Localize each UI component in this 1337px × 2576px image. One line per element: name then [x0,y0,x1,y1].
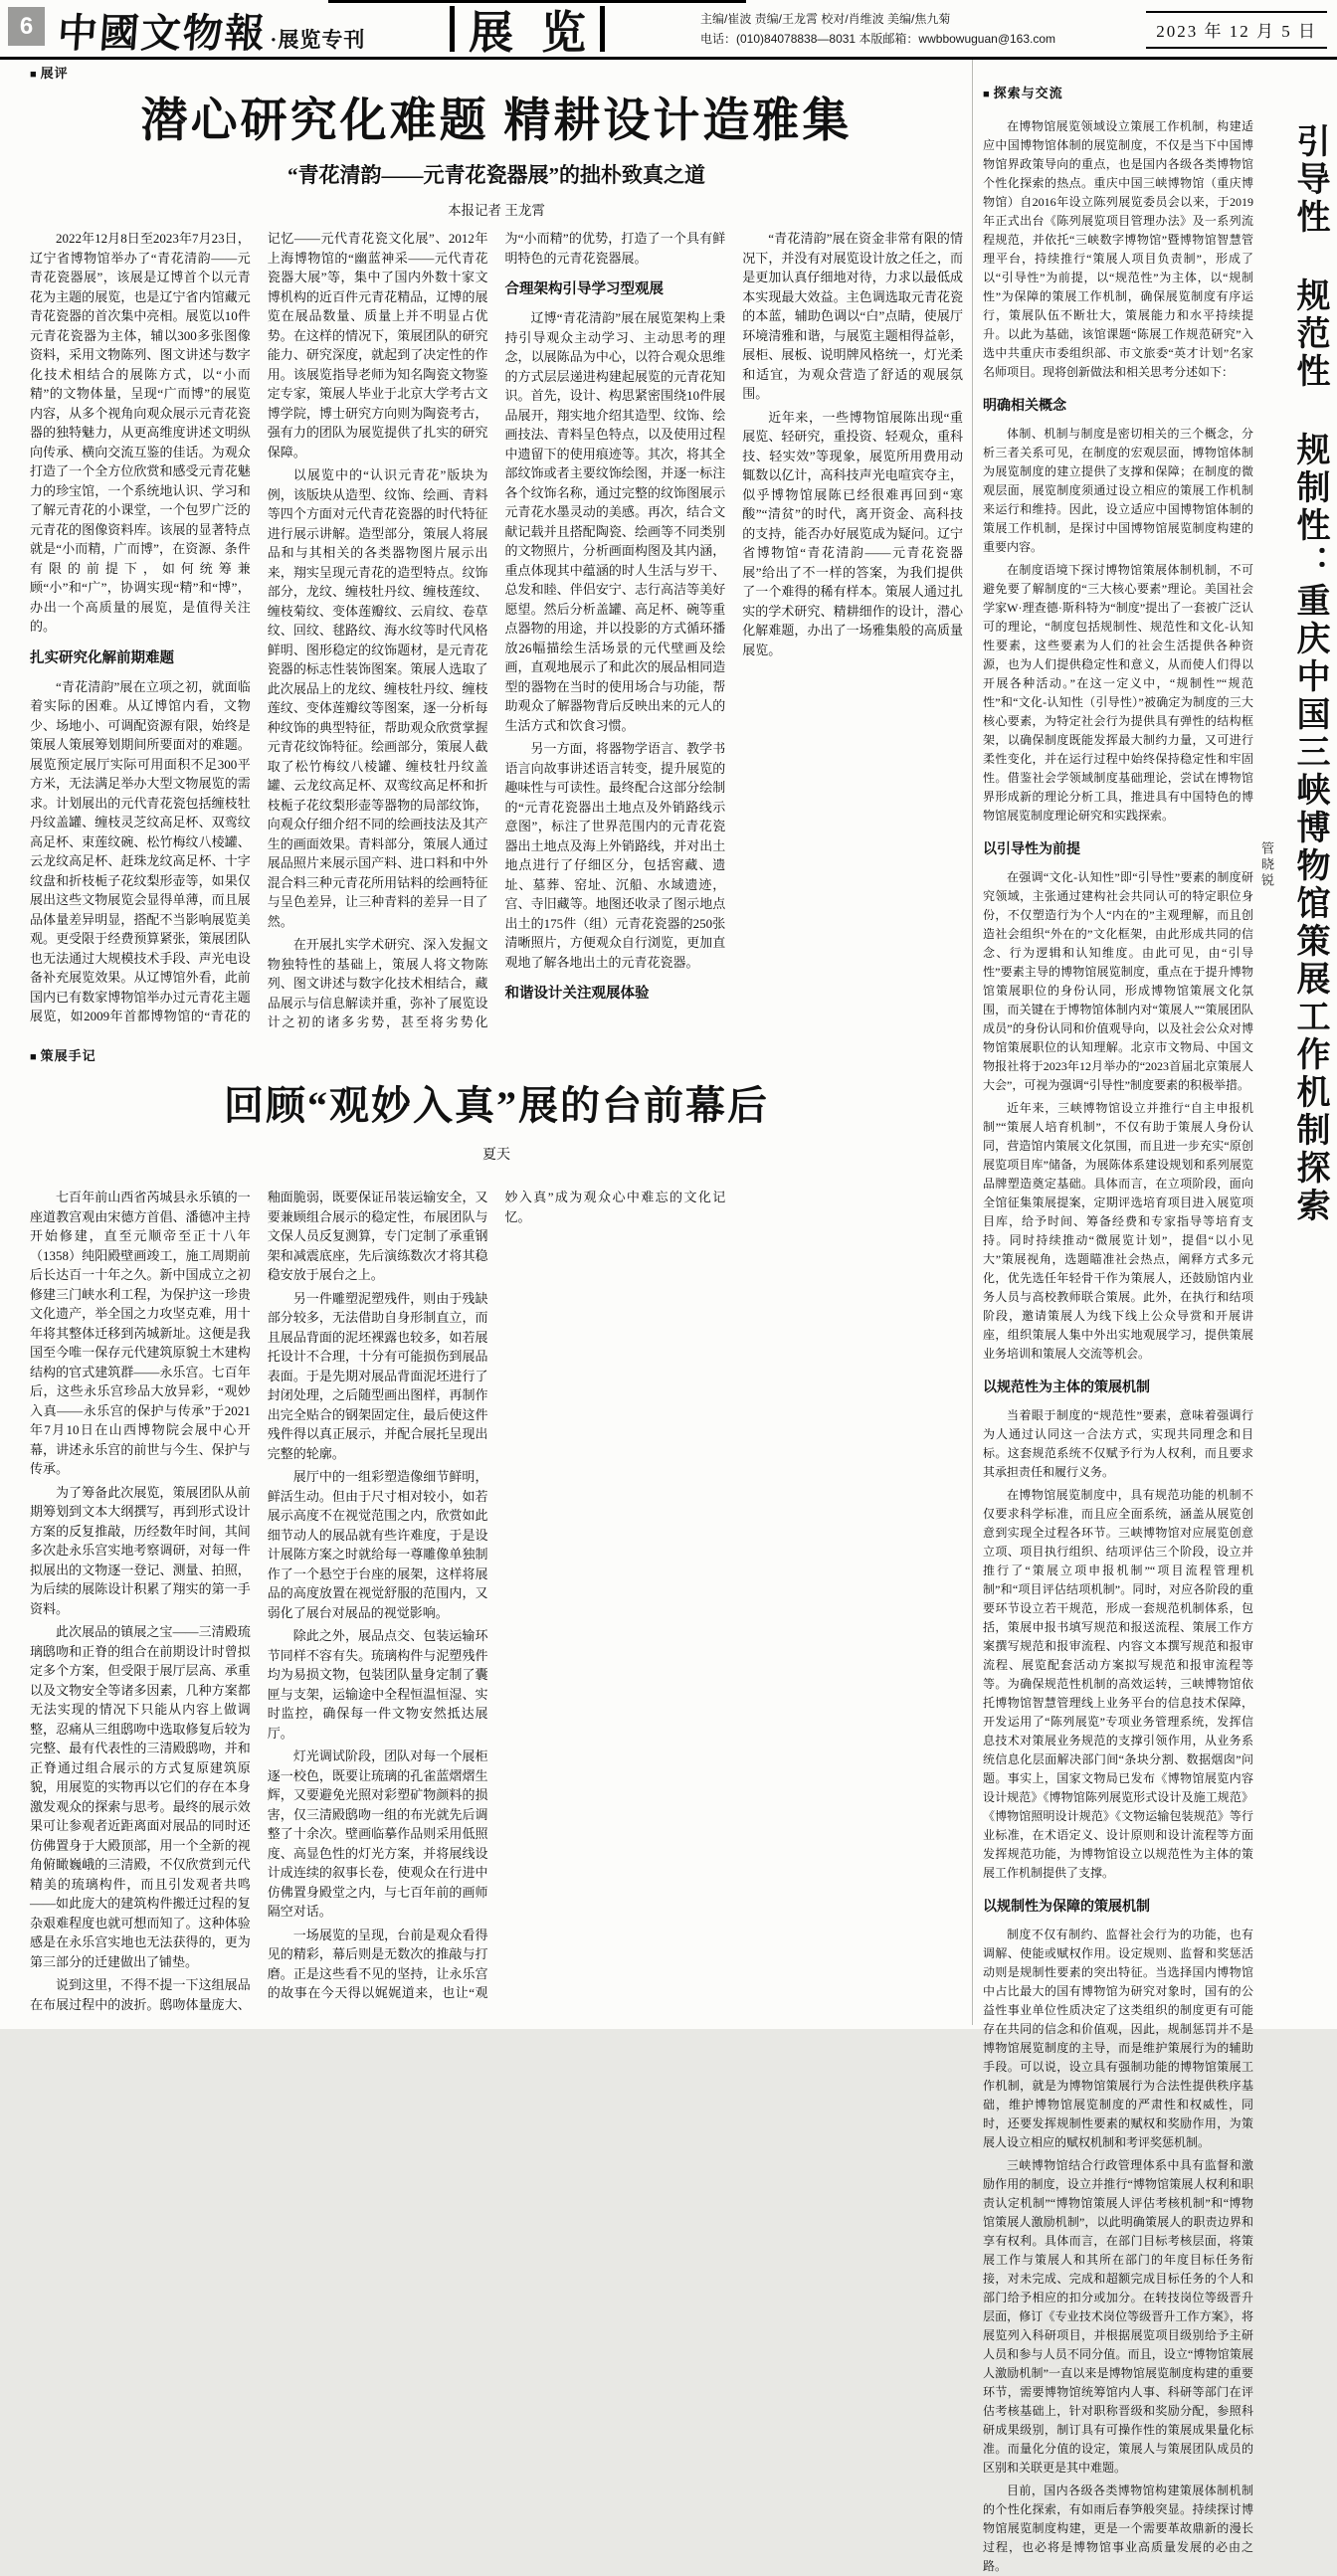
body-paragraph: 在开展扎实学术研究、深入发掘文物独特性的基础上，策展人将文物陈列、图文讲述与数字化技术相结合，藏品展示与信息解读并重，弥补了展览设计之初的诸多劣势，甚至将劣势化为“小而精”的优势，打造了一个具有鲜明特色的元青花瓷器展。 [267,231,726,1029]
body-paragraph: 三峡博物馆结合行政管理体系中具有监督和激励作用的制度，设立并推行“博物馆策展人权利和职责认定机制”“博物馆策展人评估考核机制”和“博物馆策展人激励机制”，以此明确策展人的职责边界和享有权利。具体而言，在部门目标考核层面，将策展工作与策展人和其所在部门的年度目标任务衔接，对未完成、完成和超额完成目标任务的个人和部门给予相应的扣分或加分。在转技岗位等级晋升层面，修订《专业技术岗位等级晋升工作方案》，将展览列入科研项目，并根据展览项目级别给予主研人员和参与人员不同分值。而且，设立“博物馆策展人激励机制”一直以来是博物馆展览制度构建的重要环节，需要博物馆统筹馆内人事、科研等部门在评估考核基础上，针对职称晋级和奖励分配，参照科研成果级别，制订具有可操作性的策展成果量化标准。而量化分值的设定，策展人与策展团队成员的区别和关联更是其中难题。 [983,2158,1253,2475]
body-subhead: 明确相关概念 [983,397,1066,413]
section-label-cezhanshouji [30,1048,96,1065]
body-paragraph: “青花清韵”展在立项之初，就面临着实际的困难。从辽博馆内看，文物少、场地小、可调配资源有限，始终是策展人策展筹划期间所要面对的难题。展览预定展厅实际可用面积不足300平方米，无法满足举办大型文物展览的需求。计划展出的元代青花瓷包括缠枝牡丹纹盖罐、缠枝灵芝纹高足杯、双鸾纹高足杯、束莲纹碗、松竹梅纹八棱罐、云龙纹高足杯、赶珠龙纹高足杯、十字纹盘和折枝栀子花纹梨形壶等，如果仅展出这些文物展览会显得单薄，而且展品体量差异明显，搭配不当影响展览美观。更受限于经费预算紧张，策展团队也无法通过大规模技术手段、声光电设备补充展览效果。从辽博馆外看，此前国内已有数家博物馆举办过元青花主题展览，如2009年首都博物馆的“青花的记忆——元代青花瓷文化展”、2012年上海博物馆的“幽蓝神采——元代青花瓷器大展”等，集中了国内外数十家文博机构的近百件元青花精品，辽博的展览在展品数量、质量上并不明显占优势。在这样的情况下，策展团队的研究能力、研究深度，就起到了决定性的作用。该展览指导老师为知名陶瓷文物鉴定专家，策展人毕业于北京大学考古文博学院，博士研究方向则为陶瓷考古，强有力的团队为展览提供了扎实的研究保障。 [30,231,488,1023]
article1-body [30,229,963,1036]
section-label-text: 探索与交流 [993,86,1063,100]
body-paragraph: 目前，国内各级各类博物馆构建策展体制机制的个性化探索，有如雨后春笋般突显。持续探讨博物馆展览制度构建，更是一个需要革故鼎新的漫长过程，也必将是博物馆事业高质量发展的必由之路。 [983,2484,1253,2573]
body-subhead: 和谐设计关注观展体验 [504,986,650,1002]
section-marker-icon: ■ [30,69,38,81]
body-paragraph: 以展览中的“认识元青花”版块为例，该版块从造型、纹饰、绘画、青料等四个方面对元代青花瓷器的时代特征进行展示讲解。造型部分，策展人将展品和与其相关的各类器物图片展示出来，翔实呈现元青花的造型特点。纹饰部分，龙纹、缠枝牡丹纹、缠枝莲纹、缠枝菊纹、变体莲瓣纹、云肩纹、卷草纹、回纹、毬路纹、海水纹等时代风格鲜明、图形稳定的纹饰题材，是元青花瓷器的标志性装饰图案。策展人选取了此次展品上的龙纹、缠枝牡丹纹、缠枝莲纹、变体莲瓣纹等图案，逐一分析每种纹饰的典型特征，帮助观众欣赏掌握元青花纹饰特征。绘画部分，策展人截取了松竹梅纹八棱罐、缠枝牡丹纹盖罐、云龙纹高足杯、双鸾纹高足杯和折枝栀子花纹梨形壶等器物的局部纹饰，向观众仔细介绍不同的绘画技法及其产生的画面效果。青料部分，策展人通过展品照片来展示国产料、进口料和中外混合料三种元青花所用钴料的绘画特征与呈色差异，让三种青料的差异一目了然。 [267,467,488,929]
staff-line: 主编/崔波 责编/王龙霄 校对/肖维波 美编/焦九菊 [700,12,951,26]
column-divider-rule [972,60,973,2025]
article1-byline: 本报记者 王龙霄 [448,203,545,218]
body-paragraph: 体制、机制与制度是密切相关的三个概念，分析三者关系可见，在制度的宏观层面，博物馆体制为展览制度的建立提供了支撑和保障；在制度的微观层面，展览制度须通过设立相应的策展工作机制来运行和维持。因此，设立适应中国博物馆体制的策展工作机制，是探讨中国博物馆展览制度构建的重要内容。 [983,427,1253,554]
body-subhead: 扎实研究化解前期难题 [30,649,174,666]
body-subhead: 以引导性为前提 [983,840,1080,856]
article2-byline: 夏天 [482,1148,510,1163]
banner-char-lan: 览 [541,7,587,58]
section-label-text: 展评 [40,66,69,81]
masthead-title: 中國文物報 [56,11,269,56]
body-paragraph: 近年来，三峡博物馆设立并推行“自主申报机制”“策展人培育机制”，不仅有助于策展人身份认同，营造馆内策展文化氛围，而且进一步充实“原创展览项目库”储备，为展陈体系建设规划和系列展览品牌塑造奠定基础。具体而言，在立项阶段，面向全馆征集策展提案，定期评选培育项目进入展览项目库，给予时间、筹备经费和专家指导等培育支持。同时持续推动“微展览计划”，提倡“以小见大”策展视角，选题瞄准社会热点，阐释方式多元化，优先选任年轻骨干作为策展人，还鼓励馆内业务人员与高校教师联合策展。此外，在执行和结项阶段，邀请策展人为线下线上公众导赏和开展讲座，组织策展人集中外出实地观展学习，提供策展业务培训和策展人交流等机会。 [983,1101,1253,1361]
body-paragraph: 在制度语境下探讨博物馆策展体制机制，不可避免要了解制度的“三大核心要素”理论。美国社会学家W·理查德·斯科特为“制度”提出了一套被广泛认可的理论，“制度包括规制性、规范性和文化-认知性要素，这些要素为人们的社会生活提供各种资源，也为人们提供稳定性和意义，从而使人们得以开展各种活动。”在这一定义中，“规制性”“规范性”和“文化-认知性（引导性）”被确定为制度的三大核心要素，为特定社会行为提供具有弹性的结构框架，以确保制度既能发挥最大制约力量，又可进行柔性变化，并在运行过程中始终保持稳定性和牢固性。借鉴社会学领域制度基础理论，尝试在博物馆界形成新的理论分析工具，推进具有中国特色的博物馆展览制度理论研究和实践探索。 [983,563,1253,823]
section-marker-icon: ■ [30,1051,38,1063]
banner-right-bar [600,6,605,52]
page-header [0,0,1337,60]
body-paragraph: 此次展品的镇展之宝——三清殿琉璃鸱吻和正脊的组合在前期设计时曾拟定多个方案，但受限于展厅层高、承重以及文物安全等诸多因素，几种方案都无法实现的情况下只能从内容上做调整，忍痛从三组鸱吻中选取修复后较为完整、最有代表性的三清殿鸱吻，并和正脊通过组合展示的方式复原建筑原貌，用展览的实物再以它们的存在本身激发观众的探索与思考。最终的展示效果可让参观者近距离面对展品的同时还仿佛置身于大殿顶部，用一个全新的视角俯瞰巍峨的三清殿，不仅欣赏到元代精美的琉璃构件，而且引发观者共鸣——如此庞大的建筑构件搬迁过程的复杂艰难程度也就可想而知了。这种体验感是在永乐宫实地也无法获得的，更为第三部分的迁建做出了铺垫。 [30,1624,251,1969]
body-paragraph: 在强调“文化-认知性”即“引导性”要素的制度研究领域，主张通过建构社会共同认可的特定职位身份，不仅塑造行为个人“内在的”主观理解，而且创造社会组织“外在的”文化框架，由此形成共同的信念、行为逻辑和认知维度。由此可见，由“引导性”要素主导的博物馆展览制度，重点在于提升博物馆策展职位的身份认同，形成博物馆策展文化氛围，而关键在于博物馆体制内对“策展人”“策展团队成员”的身份认同和价值观导向，以及社会公众对博物馆策展职位的认知理解。北京市文物局、中国文物报社将于2023年12月举办的“2023首届北京策展人大会”，可视为强调“引导性”制度要素的积极举措。 [983,870,1253,1092]
body-paragraph: 说到这里，不得不提一下这组展品在布展过程中的波折。鸱吻体量庞大、釉面脆弱，既要保证吊装运输安全，又要兼顾组合展示的稳定性，布展团队与文保人员反复测算，专门定制了承重钢架和减震底座，先后演练数次才将其稳稳安放于展台之上。 [30,1190,488,2012]
page-number: 6 [8,7,45,46]
section-label-text: 策展手记 [40,1048,96,1063]
body-paragraph: 在博物馆展览制度中，具有规范功能的机制不仅要求科学标准，而且应全面系统，涵盖从展览创意到实现全过程各环节。三峡博物馆对应展览创意立项、项目执行组织、结项评估三个阶段，设立并推行了“策展立项申报机制”“项目流程管理机制”和“项目评估结项机制”。同时，对应各阶段的重要环节设立若干规范，形成一套规范机制体系，包括，策展申报书填写规范和报送流程、策展工作方案撰写规范和报审流程、内容文本撰写规范和报审流程、展览配套活动方案拟写规范和报审流程等等。为确保规范性机制的高效运转，三峡博物馆依托博物馆智慧管理线上业务平台的信息技术保障，开发运用了“陈列展览”专项业务管理系统，发挥信息技术对策展业务规范的支撑引领作用，从业务系统信息化层面解决部门间“条块分割、数据烟囱”问题。事实上，国家文物局已发布《博物馆展览内容设计规范》《博物馆陈列展览形式设计及施工规范》《博物馆照明设计规范》《文物运输包装规范》等行业标准，在术语定义、设计原则和设计流程等方面发挥规范功能，为博物馆设立以规范性为主体的策展工作机制提供了支撑。 [983,1488,1253,1880]
banner-left-bar [450,6,455,52]
section-banner [450,3,605,58]
body-paragraph: 近年来，一些博物馆展陈出现“重展览、轻研究，重投资、轻观众，重科技、轻实效”等现象，展览所用费用动辄数以亿计，高科技声光电喧宾夺主，似乎博物馆展陈已经很难再回到“寒酸”“清贫”的时代，离开资金、高科技的支持，能否办好展览成为疑问。辽宁省博物馆“青花清韵——元青花瓷器展”给出了不一样的答案，为我们提供了一个难得的稀有样本。策展人通过扎实的学术研究、精耕细作的设计，潜心化解难题，办出了一场雅集般的高质量展览。 [742,409,963,657]
article3-vertical-headline: 引导性 规范性 规制性：重庆中国三峡博物馆策展工作机制探索 [1291,123,1328,1225]
body-paragraph: 展厅中的一组彩塑造像细节鲜明，鲜活生动。但由于尺寸相对较小，如若展示高度不在视觉范围之内，欣赏如此细节动人的展品就有些许难度，于是设计展陈方案之时就给每一尊雕像单独制作了一个悬空于台座的展架，这样将展品的高度放置在视觉舒服的范围内，又弱化了展台对展品的视觉影响。 [267,1469,488,1620]
body-paragraph: “青花清韵”展在资金非常有限的情况下，并没有对展览设计放之任之，而是更加认真仔细地对待，力求以最低成本实现最大效益。主色调选取元青花瓷的本蓝，辅助色调以“白”点睛，使展厅环境清雅和谐，与展览主题相得益彰，展柜、展板、说明牌风格统一，灯光柔和适宜，为观众营造了舒适的观展氛围。 [742,231,963,401]
body-paragraph: 在博物馆展览领域设立策展工作机制，构建适应中国博物馆体制的展览制度，不仅是当下中国博物馆界政策导向的重点，也是国内各级各类博物馆个性化探索的热点。重庆中国三峡博物馆（重庆博物馆）自2016年设立陈列展览委员会以来，于2019年正式出台《陈列展览项目管理办法》及一系列流程规范，并依托“三峡数字博物馆”暨博物馆智慧管理平台，持续推行“策展人项目负责制”，形成了以“引导性”为前提，以“规范性”为主体，以“规制性”为保障的策展工作机制，确保展览制度有序运行，策展队伍不断壮大，策展能力和水平持续提升。以此为基础，该馆课题“陈展工作规范研究”入选中共重庆市委组织部、市文旅委“英才计划”名家名师项目。现将创新做法和相关思考分述如下： [983,119,1253,379]
body-paragraph: 一场展览的呈现，台前是观众看得见的精彩，幕后则是无数次的推敲与打磨。正是这些看不见的坚持，让永乐宫的故事在今天得以娓娓道来，也让“观妙入真”成为观众心中难忘的文化记忆。 [267,1190,726,2000]
body-subhead: 合理架构引导学习型观展 [504,281,664,297]
contact-line: 电话：(010)84078838—8031 本版邮箱：wwbbowuguan@163.com [700,31,1056,46]
body-paragraph: 2022年12月8日至2023年7月23日，辽宁省博物馆举办了“青花清韵——元青花瓷器展”，该展是辽博首个以元青花为主题的展览，也是辽宁省内馆藏元青花瓷器的首次集中亮相。展览以10件元青花瓷器为主体，辅以300多张图像资料，采用文物陈列、图文讲述与数字化技术相结合的展陈方式，以“小而精”的文物体量，呈现“广而博”的展览内容，从多个视角向观众展示元青花瓷器的独特魅力，从更高维度讲述文明纵向传承、横向交流互鉴的佳话。为观众打造了一个全方位欣赏和感受元青花魅力的珍宝馆，一个系统地认识、学习和了解元青花的小课堂，一个包罗广泛的元青花的图像资料库。该展的显著特点就是“小而精，广而博”，在资源、条件有限的前提下，如何统筹兼顾“小”和“广”，协调实现“精”和“博”，办出一个高质量的展览，是值得关注的。 [30,231,251,634]
body-paragraph: 灯光调试阶段，团队对每一个展柜逐一校色，既要让琉璃的孔雀蓝熠熠生辉，又要避免光照对彩塑矿物颜料的损害，仅三清殿鸱吻一组的布光就先后调整了十余次。壁画临摹作品则采用低照度、高显色性的灯光方案，并将展线设计成连续的叙事长卷，使观众在行进中仿佛置身殿堂之内，与七百年前的画师隔空对话。 [267,1748,488,1919]
body-paragraph: 辽博“青花清韵”展在展览架构上秉持引导观众主动学习、主动思考的理念，以展陈品为中心，以符合观众思维的方式层层递进构建起展览的元青花知识。首先，设计、构思紧密围绕10件展品展开，翔实地介绍其造型、纹饰、绘画技法、青料呈色特点，以及使用过程中遗留下的使用痕迹等。其次，将其全部纹饰或者主要纹饰绘图，并逐一标注各个纹饰名称，通过完整的纹饰图展示元青花水墨灵动的美感。再次，结合文献记载并且搭配陶瓷、绘画等不同类别的文物照片，分析画面构图及其内涵，重点体现其中蕴涵的时人生活与岁干、总发和睦、伴侣安宁、志行高洁等美好愿望。然后分析盖罐、高足杯、碗等重点器物的用途，并以投影的方式循环播放26幅描绘生活场景的元代壁画及绘画，直观地展示了和此次的展品相同造型的器物在当时的使用场合与功能，帮助观众了解器物背后反映出来的元人的生活方式和饮食习惯。 [504,310,726,733]
masthead-logo [56,2,368,59]
article2-headline: 回顾“观妙入真”展的台前幕后 [224,1083,769,1128]
masthead-suffix: ·展览专刊 [270,28,366,52]
issue-date: 2023 年 12 月 5 日 [1146,11,1327,49]
body-paragraph: 另一件雕塑泥塑残件，则由于残缺部分较多，无法借助自身形制直立，而且展品背面的泥坯裸露也较多，如若展托设计不合理，十分有可能损伤到展品表面。于是先期对展品背面泥坯进行了封闭处理，之后随型画出图样，再制作出完全贴合的钢架固定住，最后使这件残件得以真正展示，并配合展托呈现出完整的轮廓。 [267,1290,488,1461]
section-label-tansuoyujiaoliu [983,86,1063,102]
section-label-zhanping [30,66,69,83]
body-paragraph: 制度不仅有制约、监督社会行为的功能，也有调解、使能或赋权作用。设定规则、监督和奖惩活动则是规制性要素的突出特征。当选择国内博物馆中占比最大的国有博物馆为研究对象时，国有的公益性事业单位性质决定了这类组织的制度更有可能存在共同的信念和价值观，因此，规制惩罚并不是博物馆展览制度的主导，而是维护策展行为的辅助手段。可以说，设立具有强制功能的博物馆策展工作机制，就是为博物馆策展行为合法性提供秩序基础，维护博物馆展览制度的严肃性和权威性，同时，还要发挥规制性要素的赋权和奖励作用，为策展人设立相应的赋权机制和考评奖惩机制。 [983,1928,1253,2149]
article2-body [30,1188,963,2023]
banner-char-zhan: 展 [469,7,514,58]
article3-author: 管晓锐 [1259,841,1274,889]
article1-subtitle: “青花清韵——元青花瓷器展”的拙朴致真之道 [287,163,705,187]
article3-body [983,117,1253,2573]
body-subhead: 以规范性为主体的策展机制 [983,1379,1150,1394]
staff-box [700,10,1055,50]
body-paragraph: 当着眼于制度的“规范性”要素，意味着强调行为人通过认同这一合法方式，实现共同理念和目标。这套规范系统不仅赋予行为人权利，而且要求其承担责任和履行义务。 [983,1408,1253,1479]
body-paragraph: 另一方面，将器物学语言、教学书语言向故事讲述语言转变，提升展览的趣味性与可读性。最终配合这部分绘制的“元青花瓷器出土地点及外销路线示意图”，标注了世界范围内的元青花瓷器出土地点及海上外销路线，并对出土地点进行了仔细区分，包括窖藏、遗址、墓葬、窑址、沉船、水域遗迹，宫、寺旧藏等。地图还收录了图示地点出土的175件（组）元青花瓷器的250张清晰照片，方便观众自行浏览，更加直观地了解各地出土的元青花瓷器。 [504,741,726,970]
body-subhead: 以规制性为保障的策展机制 [983,1898,1150,1914]
article1-headline: 潜心研究化难题 精耕设计造雅集 [140,95,853,147]
section-marker-icon: ■ [983,89,991,100]
body-paragraph: 七百年前山西省芮城县永乐镇的一座道教宫观由宋德方首倡、潘德冲主持开始修建，直至元顺帝至正十八年（1358）纯阳殿壁画竣工，施工周期前后长达百一十年之久。新中国成立之初修建三门峡水利工程，为保护这一珍贵文化遗产，举全国之力攻坚克难，用十年将其整体迁移到芮城新址。这便是我国至今唯一保存元代建筑原貌土木建构结构的官式建筑群——永乐宫。七百年后，这些永乐宫珍品大放异彩，“观妙入真——永乐宫的保护与传承”于2021年7月10日在山西博物院会展中心开幕，讲述永乐宫的前世与今生、保护与传承。 [30,1190,251,1476]
body-paragraph: 除此之外，展品点交、包装运输环节同样不容有失。琉璃构件与泥塑残件均为易损文物，包装团队量身定制了囊匣与支架，运输途中全程恒温恒湿、实时监控，确保每一件文物安然抵达展厅。 [267,1628,488,1741]
body-paragraph: 为了筹备此次展览，策展团队从前期筹划到文本大纲撰写，再到形式设计方案的反复推敲，历经数年时间，其间多次赴永乐宫实地考察调研，对每一件拟展出的文物逐一登记、测量、拍照，为后续的展陈设计积累了翔实的第一手资料。 [30,1484,251,1616]
